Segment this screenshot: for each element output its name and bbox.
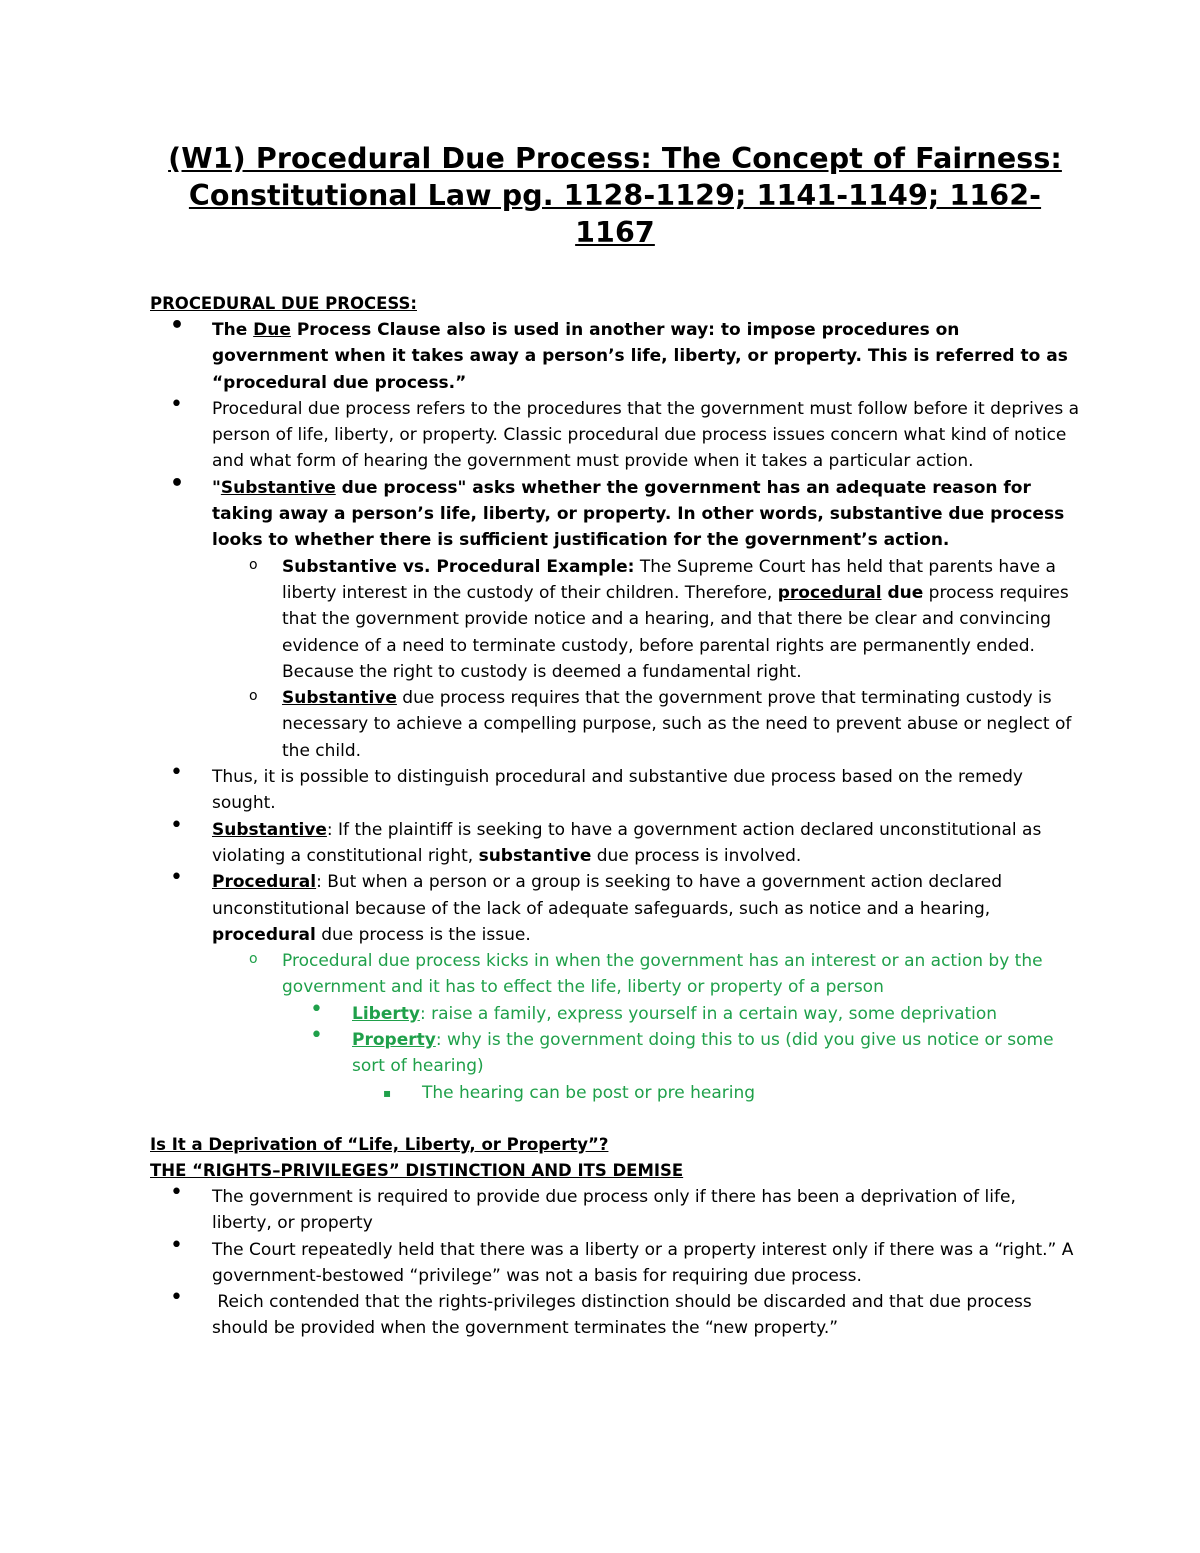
list-item [150, 1001, 1080, 1027]
text-run: Property [352, 1030, 436, 1051]
text-run: due [881, 582, 924, 603]
list-item [150, 554, 1080, 685]
list-item [150, 869, 1080, 1106]
list-item [150, 475, 1080, 764]
text-run: : If the plaintiff is seeking to have a government action declared unconstitutional as violating a constitutional right, [212, 819, 1042, 866]
text-run: Substantive vs. Procedural Example: [282, 556, 635, 577]
section-heading-procedural-due-process: PROCEDURAL DUE PROCESS: [150, 294, 417, 313]
text-run: due process is the issue. [315, 924, 531, 945]
text-run: Substantive [282, 688, 397, 709]
list-item: • Reich contended that the rights-privileges distinction should be discarded and that due process should be provided when the government terminates the “new property.” [150, 1289, 1080, 1342]
text-run: Substantive [220, 477, 336, 498]
rights-privileges-bullet-list [150, 1184, 1080, 1342]
text-run: " [212, 477, 221, 498]
text-run: Substantive [212, 819, 327, 840]
text-run: Liberty [352, 1003, 420, 1024]
sub-list [212, 554, 1080, 764]
text-run: The Supreme Court has held that parents have a liberty interest in the custody of their children. Therefore, [282, 556, 1056, 603]
sub-list [282, 1001, 1080, 1106]
text-run: Procedural [212, 872, 317, 893]
text-run: Procedural due process kicks in when the government has an interest or an action by the government and it has to effect the life, liberty or property of a person [282, 951, 1043, 998]
text-run: Process Clause also is used in another way: to impose procedures on government when it takes away a person’s life, liberty, or property. This is referred to as “procedural due process.” [212, 320, 1068, 393]
procedural-bullet-list [150, 317, 1080, 1106]
text-run: due process is involved. [591, 845, 802, 866]
text-run: procedural [212, 924, 316, 945]
document-title: (W1) Procedural Due Process: The Concept of Fairness: Constitutional Law pg. 1128-1129; 1141-1149; 1162-1167 [168, 142, 1062, 249]
text-run: substantive [478, 845, 592, 866]
list-item: • The Court repeatedly held that there was a liberty or a property interest only if there was a “right.” A government-bestowed “privilege” was not a basis for requiring due process. [150, 1237, 1080, 1290]
list-item [150, 817, 1080, 870]
text-run: The [212, 320, 254, 340]
list-item: • Procedural due process refers to the procedures that the government must follow before it deprives a person of life, liberty, or property. Classic procedural due process issues concern what kind of notice and what form of hearing the government must provide when it takes a particular action. [150, 396, 1080, 475]
text-run: : why is the government doing this to us (did you give us notice or some sort of hearing) [352, 1030, 1054, 1077]
text-run: due process" asks whether the government has an adequate reason for taking away a person’s life, liberty, or property. In other words, substantive due process looks to whether there is sufficient justification for the government’s action. [212, 477, 1065, 551]
list-item: ▪ The hearing can be post or pre hearing [150, 1080, 1080, 1106]
list-item: • The government is required to provide due process only if there has been a deprivation of life, liberty, or property [150, 1184, 1080, 1237]
list-item: • Thus, it is possible to distinguish procedural and substantive due process based on the remedy sought. [150, 764, 1080, 817]
text-run: procedural [777, 582, 882, 603]
text-run: : raise a family, express yourself in a certain way, some deprivation [419, 1003, 998, 1024]
list-item [150, 685, 1080, 764]
list-item [150, 948, 1080, 1106]
section-heading-deprivation: Is It a Deprivation of “Life, Liberty, or Property”? [150, 1134, 609, 1154]
spacer [150, 1106, 1080, 1132]
text-run: due process requires that the government prove that terminating custody is necessary to achieve a compelling purpose, such as the need to prevent abuse or neglect of the child. [282, 688, 1072, 761]
text-run: : But when a person or a group is seeking to have a government action declared unconstitutional because of the lack of adequate safeguards, such as notice and a hearing, [212, 872, 1003, 919]
list-item [150, 317, 1080, 396]
section-heading-rights-privileges: THE “RIGHTS–PRIVILEGES” DISTINCTION AND ITS DEMISE [150, 1160, 684, 1180]
text-run: Due [253, 320, 291, 340]
text-run: process requires that the government provide notice and a hearing, and that there be clear and convincing evidence of a need to terminate custody, before parental rights are permanently ended. Because the right to custody is deemed a fundamental right. [282, 582, 1069, 682]
list-item [150, 1027, 1080, 1106]
sub-list [352, 1080, 1080, 1106]
sub-list [212, 948, 1080, 1106]
